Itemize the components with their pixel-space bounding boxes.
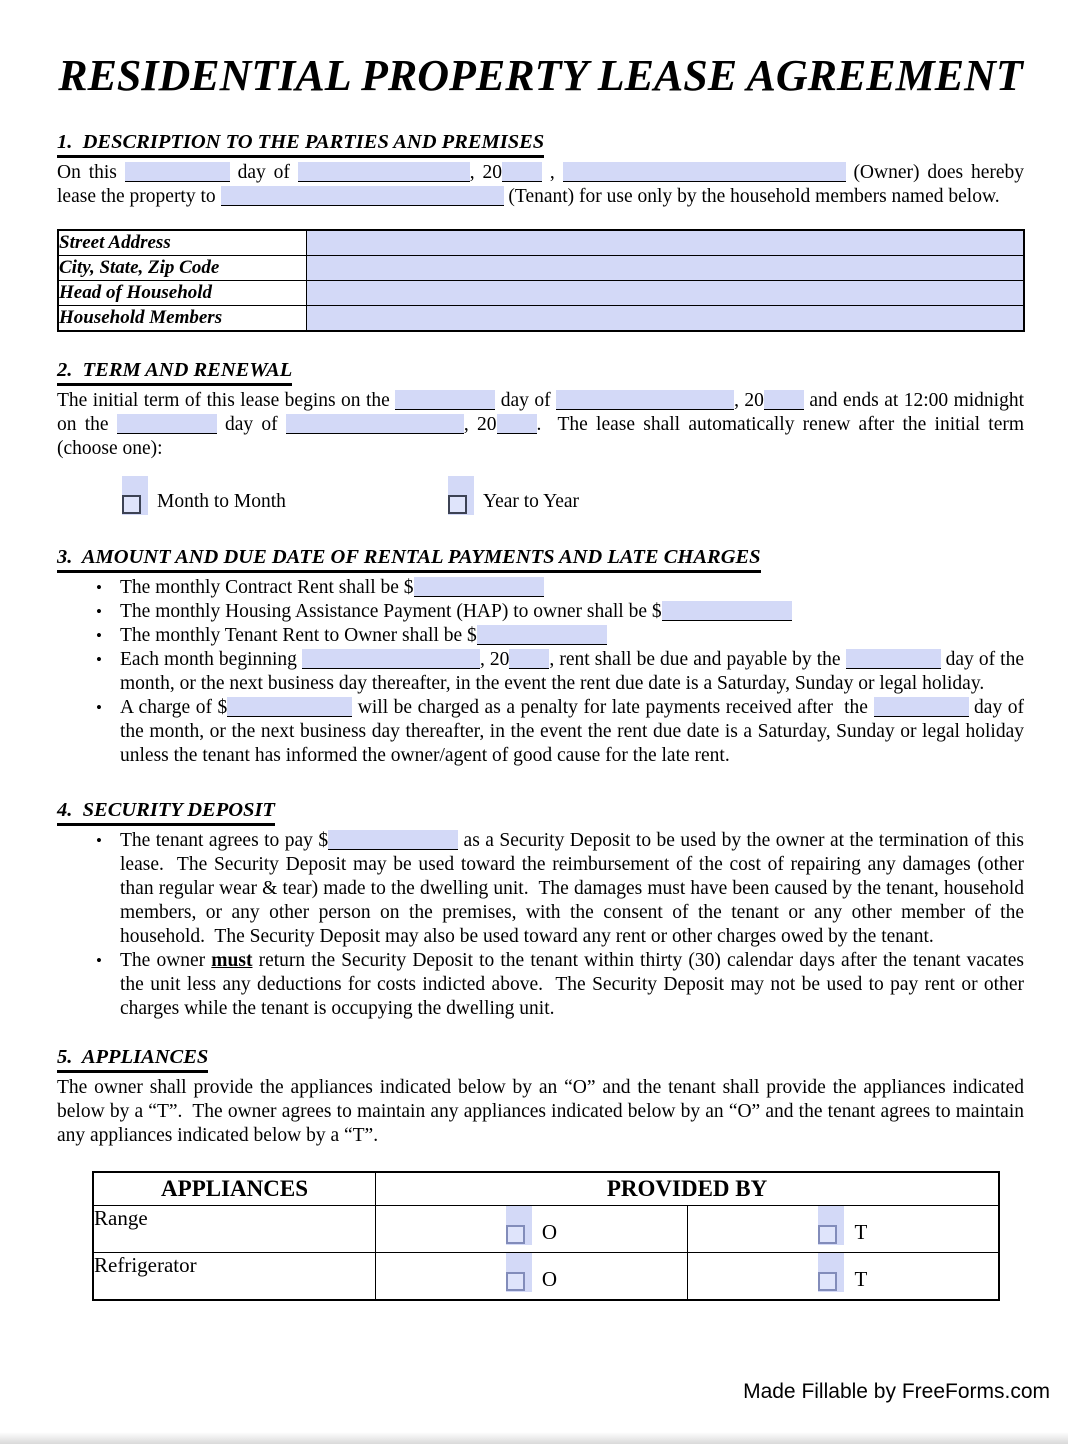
section3-heading: 3. AMOUNT AND DUE DATE OF RENTAL PAYMENTS AND LATE CHARGES <box>57 545 761 573</box>
bullet-icon: • <box>96 650 102 669</box>
section-rental-payments <box>57 545 1029 768</box>
text-run: as a Security Deposit to be used by the owner at the termination of this lease. The Security Deposit may be used toward the reimbursement of the cost of repairing any damages (other than regular wear & tear) made to the dwelling unit. The damages must have been caused by the tenant, household members, or any other person on the premises, with the consent of the tenant or any other member of the household. The Security Deposit may also be used toward any rent or other charges owed by the tenant. <box>120 830 1029 947</box>
section1-intro-paragraph <box>57 161 1029 209</box>
lease-year-field[interactable] <box>502 162 542 182</box>
table-row <box>58 306 1024 332</box>
deposit-amount-bullet <box>120 829 1029 949</box>
hap-amount-field[interactable] <box>662 601 792 621</box>
section1-heading: 1. DESCRIPTION TO THE PARTIES AND PREMISES <box>57 130 544 158</box>
checkbox-icon <box>448 495 467 514</box>
section-term-and-renewal <box>57 358 1029 515</box>
bullet-icon: • <box>96 951 102 970</box>
checkbox-icon <box>506 1225 525 1244</box>
text-run: must <box>211 950 253 971</box>
bullet-icon: • <box>96 831 102 850</box>
text-run: The tenant agrees to pay $ <box>120 830 329 851</box>
city-state-zip-field[interactable] <box>306 256 1024 281</box>
year-to-year-label: Year to Year <box>482 491 579 512</box>
section-appliances <box>57 1045 1029 1301</box>
tenant-letter: T <box>854 1219 868 1244</box>
table-header-row <box>93 1172 999 1205</box>
refrigerator-owner-cell <box>376 1252 688 1300</box>
range-tenant-checkbox[interactable] <box>818 1206 844 1245</box>
text-run: , 20 <box>469 162 502 183</box>
text-run: , 20 <box>463 414 497 435</box>
section2-heading: 2. TERM AND RENEWAL <box>57 358 292 386</box>
text-run: The owner shall provide the appliances indicated below by an “O” and the tenant shall provide the appliances indicated below by a “T”. The owner agrees to maintain any appliances indicated below by an “O” and the tenant agrees to maintain any appliances indicated below by a “T”. <box>57 1077 1029 1146</box>
owner-letter: O <box>541 1219 557 1244</box>
range-owner-cell <box>376 1205 688 1252</box>
section5-intro-paragraph <box>57 1076 1029 1148</box>
text-run: , rent shall be due and payable by the <box>549 649 846 670</box>
table-row <box>58 281 1024 306</box>
term-end-day-field[interactable] <box>117 414 217 434</box>
page-content <box>0 52 1068 1301</box>
late-after-day-field[interactable] <box>874 697 969 717</box>
page-bottom-edge <box>0 1432 1068 1444</box>
late-charge-field[interactable] <box>227 697 352 717</box>
footer-watermark: Made Fillable by FreeForms.com <box>743 1380 1050 1403</box>
lease-day-field[interactable] <box>125 162 230 182</box>
owner-name-field[interactable] <box>563 162 846 182</box>
bullet-icon: • <box>96 578 102 597</box>
text-run: day of <box>495 390 557 411</box>
street-address-field[interactable] <box>306 230 1024 256</box>
refrigerator-label: Refrigerator <box>93 1252 376 1300</box>
range-tenant-cell <box>687 1205 999 1252</box>
rent-due-bullet <box>120 648 1029 696</box>
refrigerator-tenant-cell <box>687 1252 999 1300</box>
household-members-field[interactable] <box>306 306 1024 332</box>
tenant-rent-bullet <box>120 624 1024 648</box>
text-run: , 20 <box>734 390 764 411</box>
text-run: On this <box>57 162 125 183</box>
text-run: (Tenant) for use only by the household members named below. <box>503 186 1000 207</box>
head-of-household-label: Head of Household <box>58 281 306 306</box>
bullet-item <box>57 600 1024 624</box>
rent-start-month-field[interactable] <box>302 649 480 669</box>
security-deposit-field[interactable] <box>328 830 458 850</box>
appliances-column-header: APPLIANCES <box>93 1172 376 1205</box>
bullet-icon: • <box>96 602 102 621</box>
document-page <box>0 52 1068 1444</box>
term-end-year-field[interactable] <box>497 414 537 434</box>
city-state-zip-label: City, State, Zip Code <box>58 256 306 281</box>
text-run: (Owner) does hereby lease the property to <box>57 162 1029 207</box>
table-row <box>58 256 1024 281</box>
bullet-item <box>57 949 1029 1021</box>
section4-heading: 4. SECURITY DEPOSIT <box>57 798 275 826</box>
hap-bullet <box>120 600 1024 624</box>
table-row <box>93 1252 999 1300</box>
rent-start-year-field[interactable] <box>509 649 549 669</box>
text-run: , <box>541 162 563 183</box>
text-run: The initial term of this lease begins on the <box>57 390 396 411</box>
text-run: , 20 <box>479 649 510 670</box>
bullet-icon: • <box>96 626 102 645</box>
late-charge-bullet <box>120 696 1029 768</box>
refrigerator-tenant-checkbox[interactable] <box>818 1253 844 1292</box>
text-run: return the Security Deposit to the tenant within thirty (30) calendar days after the tenant vacates the unit less any deductions for costs indicted above. The Security Deposit may not be used to pay rent or other charges while the tenant is occupying the dwelling unit. <box>120 950 1029 1019</box>
tenant-rent-field[interactable] <box>477 625 607 645</box>
text-run: and ends at 12:00 midnight on the <box>57 390 1029 435</box>
document-title: RESIDENTIAL PROPERTY LEASE AGREEMENT <box>58 51 1023 100</box>
term-end-month-field[interactable] <box>286 414 464 434</box>
head-of-household-field[interactable] <box>306 281 1024 306</box>
checkbox-icon <box>506 1272 525 1291</box>
text-run: A charge of $ <box>120 697 228 718</box>
month-to-month-checkbox[interactable] <box>122 476 148 515</box>
rent-due-day-field[interactable] <box>846 649 941 669</box>
term-begin-day-field[interactable] <box>395 390 495 410</box>
refrigerator-owner-checkbox[interactable] <box>506 1253 532 1292</box>
bullet-icon: • <box>96 698 102 717</box>
text-run: will be charged as a penalty for late payments received after the <box>352 697 874 718</box>
year-to-year-checkbox[interactable] <box>448 476 474 515</box>
text-run: The monthly Tenant Rent to Owner shall be $ <box>120 625 477 646</box>
text-run: . The lease shall automatically renew after the initial term (choose one): <box>57 414 1029 459</box>
checkbox-icon <box>122 495 141 514</box>
year-to-year-option <box>448 476 579 515</box>
month-to-month-label: Month to Month <box>157 491 286 512</box>
household-members-label: Household Members <box>58 306 306 332</box>
table-row <box>93 1205 999 1252</box>
contract-rent-bullet <box>120 576 1024 600</box>
bullet-item <box>57 648 1029 696</box>
renewal-choices <box>122 473 1024 515</box>
section-security-deposit <box>57 798 1029 1021</box>
text-run: day of the month, or the next business day thereafter, in the event the rent due date is a Saturday, Sunday or legal holiday unless the tenant has informed the owner/agent of good cause for the late rent. <box>120 697 1029 766</box>
owner-letter: O <box>541 1266 557 1291</box>
range-owner-checkbox[interactable] <box>506 1206 532 1245</box>
checkbox-icon <box>818 1225 837 1244</box>
text-run: day of <box>216 414 286 435</box>
premises-table <box>57 229 1025 332</box>
provided-by-column-header: PROVIDED BY <box>376 1172 999 1205</box>
term-begin-month-field[interactable] <box>556 390 734 410</box>
appliances-table <box>92 1171 1000 1301</box>
bullet-item <box>57 829 1029 949</box>
range-label: Range <box>93 1205 376 1252</box>
section2-intro-paragraph <box>57 389 1029 461</box>
text-run: Each month beginning <box>120 649 302 670</box>
bullet-item <box>57 624 1024 648</box>
checkbox-icon <box>818 1272 837 1291</box>
text-run: day of the month, or the next business day thereafter, in the event the rent due date is a Saturday, Sunday or legal holiday. <box>120 649 1029 694</box>
bullet-item <box>57 576 1024 600</box>
deposit-return-bullet <box>120 949 1029 1021</box>
tenant-letter: T <box>854 1266 868 1291</box>
section5-heading: 5. APPLIANCES <box>57 1045 208 1073</box>
tenant-name-field[interactable] <box>221 186 504 206</box>
contract-rent-field[interactable] <box>414 577 544 597</box>
month-to-month-option <box>122 476 286 515</box>
text-run: The monthly Housing Assistance Payment (HAP) to owner shall be $ <box>120 601 662 622</box>
text-run: The monthly Contract Rent shall be $ <box>120 577 414 598</box>
section-description-parties-premises <box>57 130 1029 332</box>
lease-month-field[interactable] <box>298 162 470 182</box>
table-row <box>58 230 1024 256</box>
text-run: The owner <box>120 950 212 971</box>
street-address-label: Street Address <box>58 230 306 256</box>
text-run: day of <box>229 162 298 183</box>
bullet-item <box>57 696 1029 768</box>
term-begin-year-field[interactable] <box>764 390 804 410</box>
